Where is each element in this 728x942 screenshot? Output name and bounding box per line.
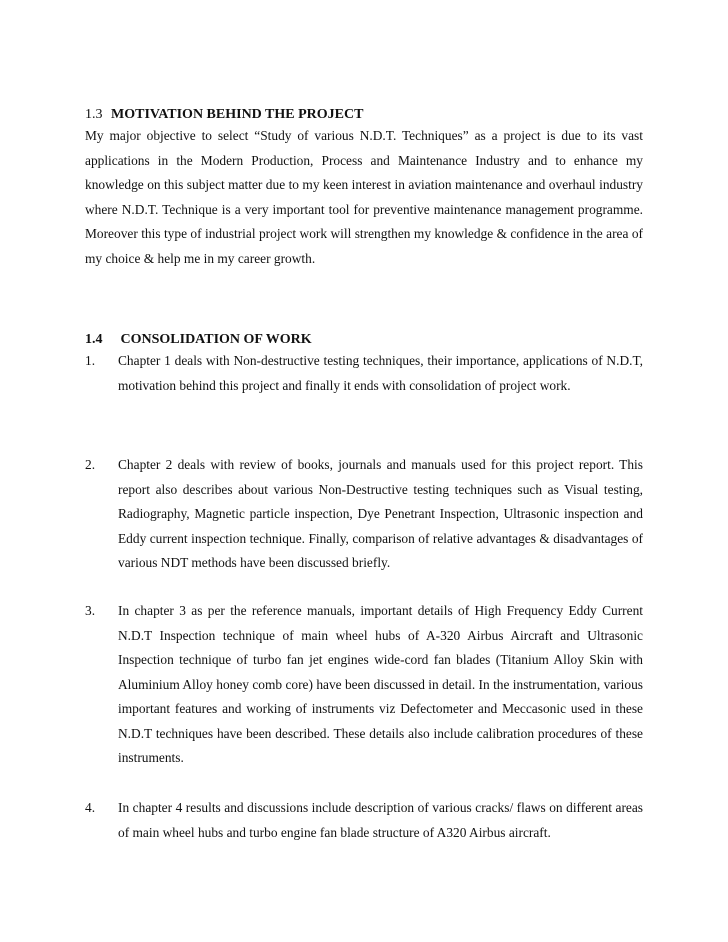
list-item-number: 1.	[85, 353, 96, 368]
list-item-number: 2.	[85, 457, 96, 472]
section-number: 1.3	[85, 107, 103, 122]
section-title: MOTIVATION BEHIND THE PROJECT	[111, 107, 364, 122]
list-item-text: Chapter 1 deals with Non-destructive testing techniques, their importance, applications of N.D.T, motivation behind this project and finally it ends with consolidation of project work.	[118, 353, 643, 393]
list-item-text: Chapter 2 deals with review of books, journals and manuals used for this project report. This report also describes about various Non-Destructive testing techniques such as Visual testing, Radiography, Magnetic particle inspection, Dye Penetrant Inspection, Ultrasonic inspection and Eddy current inspection technique. Finally, comparison of relative advantages & disadvantages of various NDT methods have been discussed briefly.	[118, 457, 643, 570]
list-item	[85, 453, 643, 576]
list-item-number: 4.	[85, 800, 96, 815]
list-item-text: In chapter 4 results and discussions include description of various cracks/ flaws on different areas of main wheel hubs and turbo engine fan blade structure of A320 Airbus aircraft.	[118, 800, 643, 840]
list-item	[85, 599, 643, 771]
list-item	[85, 796, 643, 845]
list-item-number: 3.	[85, 603, 96, 618]
section-heading-1-4	[85, 331, 312, 349]
section-title: CONSOLIDATION OF WORK	[120, 332, 312, 347]
section-number: 1.4	[85, 332, 103, 347]
section-heading-1-3	[85, 106, 363, 124]
list-item	[85, 349, 643, 398]
list-item-text: In chapter 3 as per the reference manuals, important details of High Frequency Eddy Current N.D.T Inspection technique of main wheel hubs of A-320 Airbus Aircraft and Ultrasonic Inspection technique of turbo fan jet engines wide-cord fan blades (Titanium Alloy Skin with Aluminium Alloy honey comb core) have been discussed in detail. In the instrumentation, various important features and working of instruments viz Defectometer and Meccasonic used in these N.D.T techniques have been described. These details also include calibration procedures of these instruments.	[118, 603, 643, 765]
motivation-paragraph: My major objective to select “Study of various N.D.T. Techniques” as a project is due to its vast applications in the Modern Production, Process and Maintenance Industry and to enhance my knowledge on this subject matter due to my keen interest in aviation maintenance and overhaul industry where N.D.T. Technique is a very important tool for preventive maintenance management programme. Moreover this type of industrial project work will strengthen my knowledge & confidence in the area of my choice & help me in my career growth.	[85, 128, 643, 266]
